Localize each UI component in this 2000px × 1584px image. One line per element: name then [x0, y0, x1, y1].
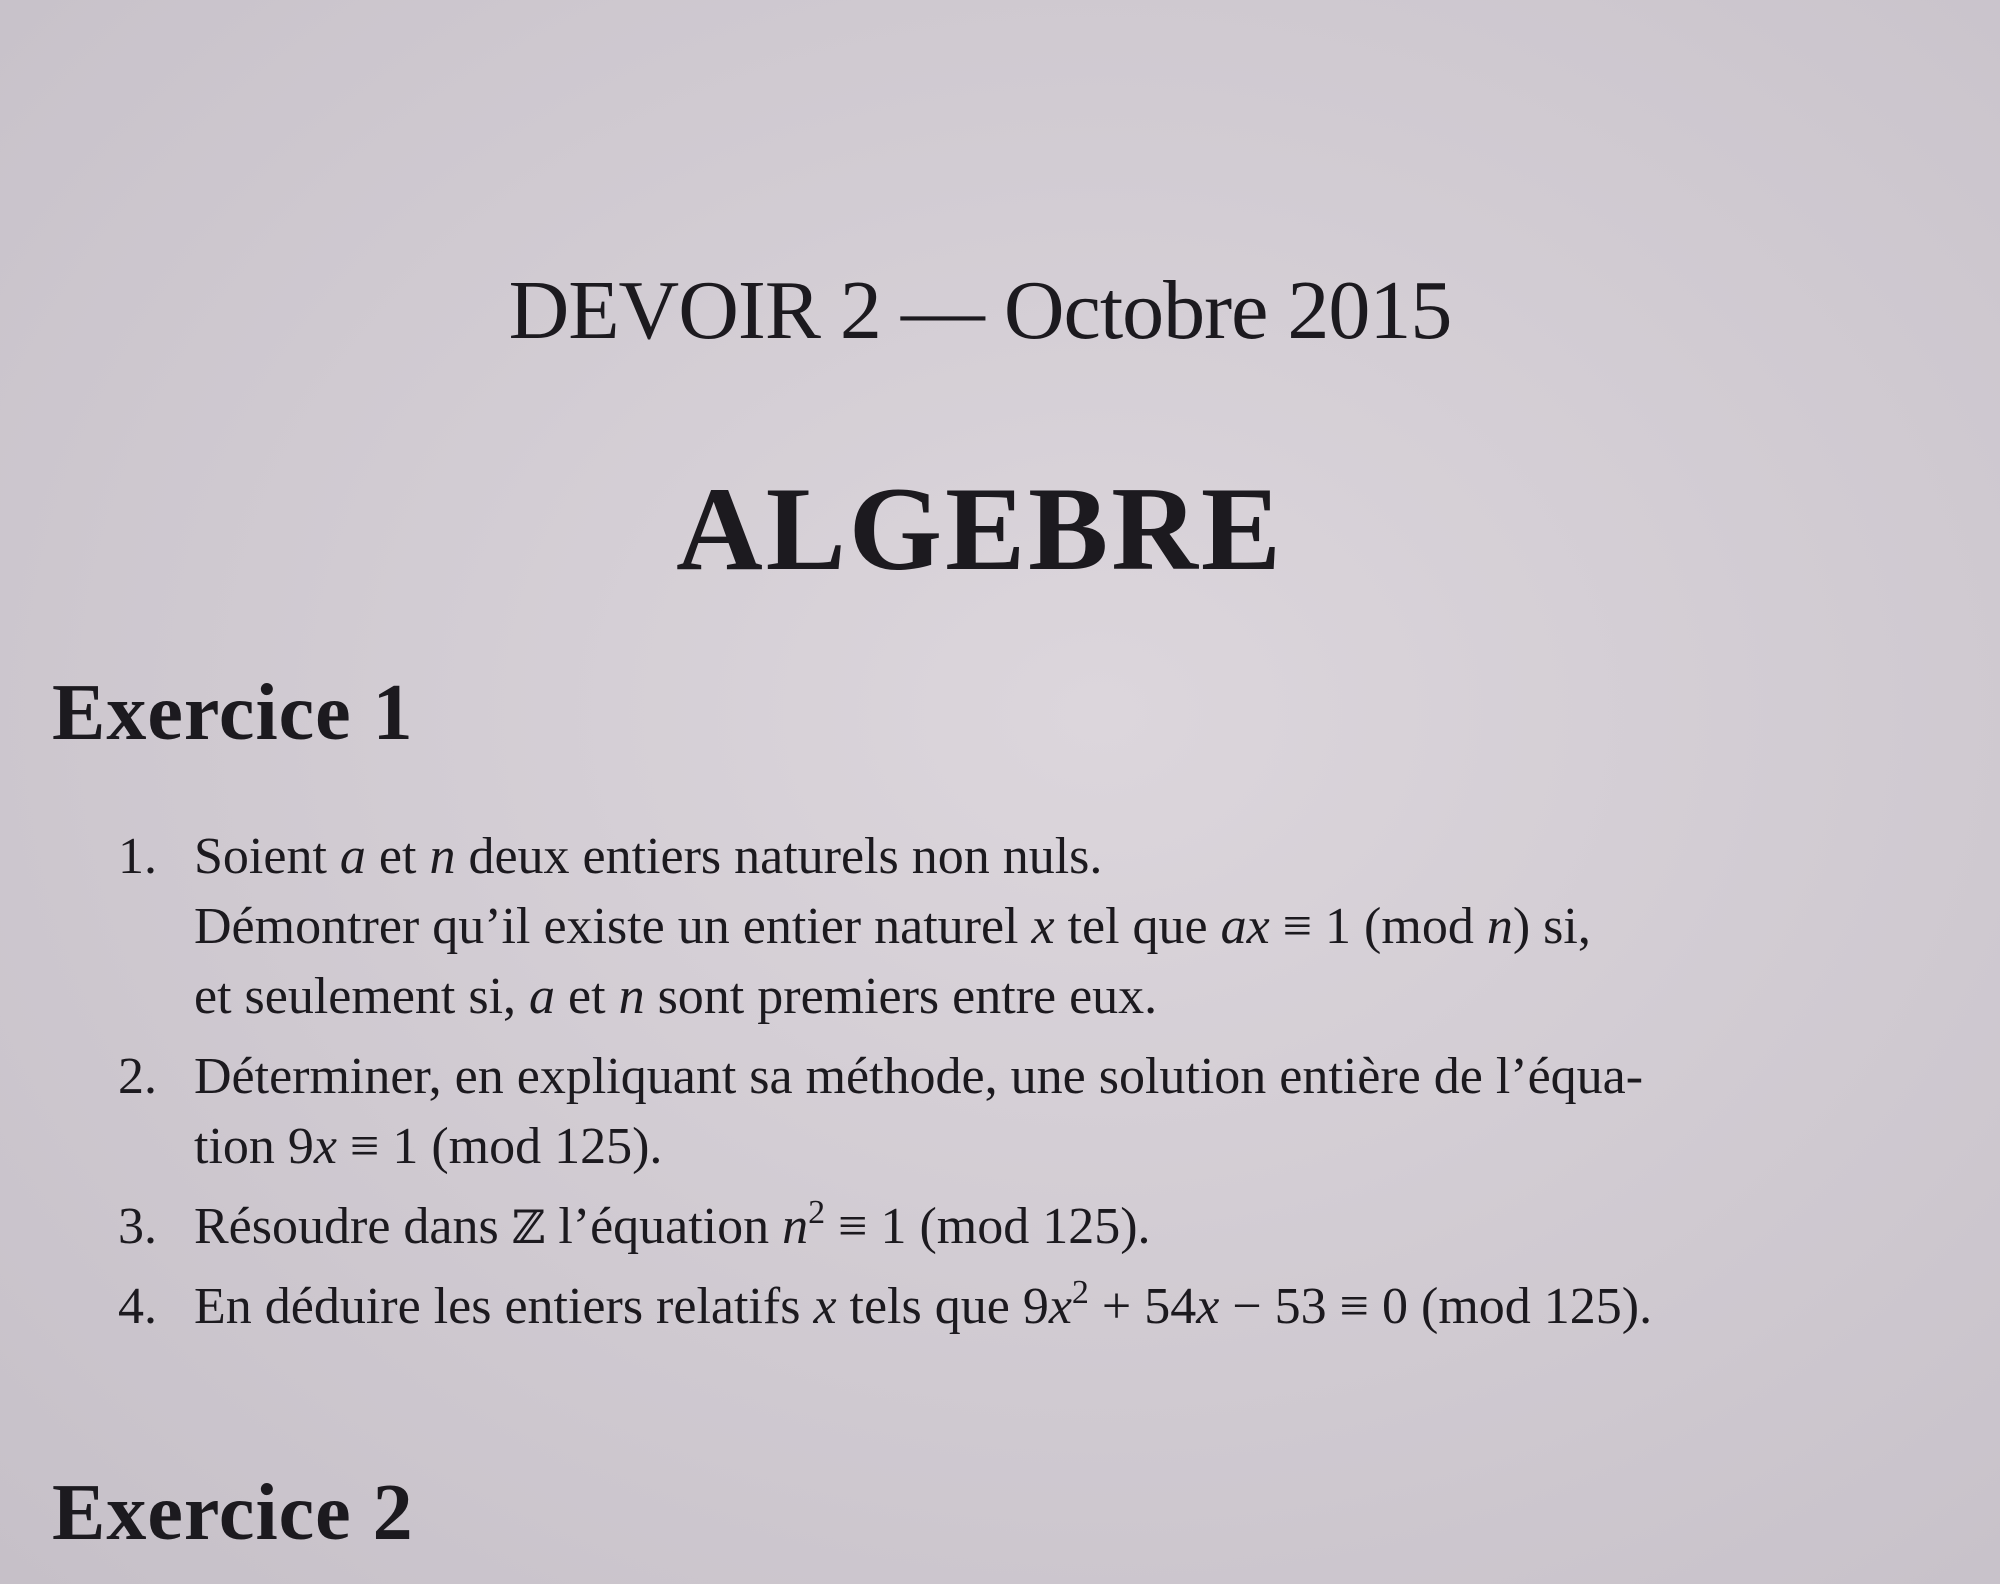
integers-symbol: ℤ — [511, 1200, 546, 1254]
question-line: Soient a et n deux entiers naturels non nuls. — [194, 828, 1103, 885]
exercise-1-questions — [118, 822, 1908, 1352]
question-text — [194, 1042, 1908, 1182]
question-number: 2. — [118, 1048, 157, 1105]
question-number: 1. — [118, 828, 157, 885]
question-number: 4. — [118, 1278, 157, 1335]
exam-date: Octobre 2015 — [1003, 264, 1452, 357]
question-3 — [118, 1192, 1908, 1262]
page-title: ALGEBRE — [676, 462, 1284, 595]
question-text — [194, 822, 1908, 1032]
question-2 — [118, 1042, 1908, 1182]
question-line: et seulement si, a et n sont premiers entre eux. — [194, 968, 1158, 1025]
question-line: Démontrer qu’il existe un entier naturel x tel que ax ≡ 1 (mod n) si, — [194, 898, 1591, 955]
exam-course: DEVOIR 2 — [508, 264, 881, 357]
question-line: tion 9x ≡ 1 (mod 125). — [194, 1118, 663, 1175]
header-dash: — — [900, 264, 984, 357]
question-number: 3. — [118, 1198, 157, 1255]
question-line: Déterminer, en expliquant sa méthode, une solution entière de l’équa- — [194, 1048, 1644, 1105]
question-line: Résoudre dans ℤ l’équation $n^2 \equiv 1$ (mod 125). — [194, 1194, 1151, 1255]
exam-header — [0, 262, 1960, 359]
exercise-1-heading: Exercice 1 — [52, 669, 414, 757]
question-1 — [118, 822, 1908, 1032]
question-4 — [118, 1272, 1908, 1342]
question-line: En déduire les entiers relatifs x tels que $9x^2 + 54x - 53 \equiv 0$ (mod 125). — [194, 1274, 1653, 1335]
question-text — [194, 1192, 1908, 1262]
question-text — [194, 1272, 1908, 1342]
exercise-2-heading: Exercice 2 — [52, 1469, 414, 1557]
